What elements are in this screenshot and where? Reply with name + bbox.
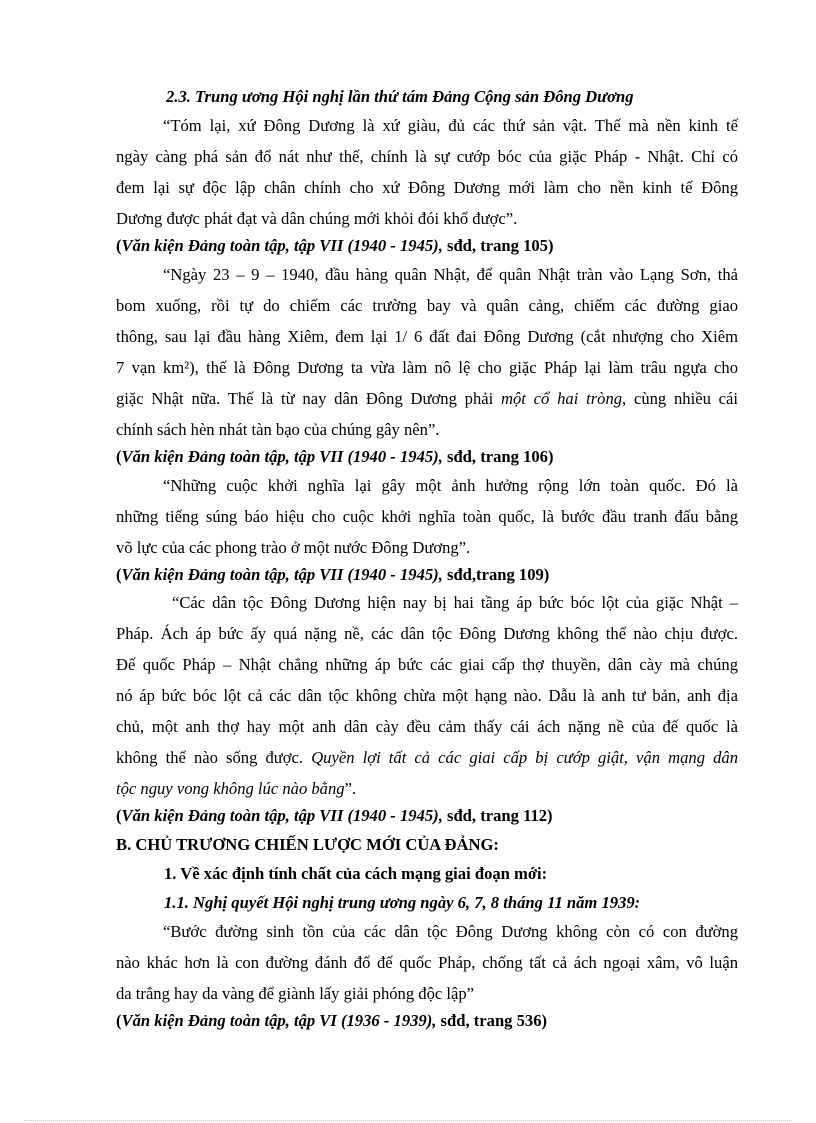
citation-page: sđd, trang 536) — [436, 1011, 548, 1030]
quote-2-line-4: 7 vạn km²), thế là Đông Dương ta vừa làm nô lệ cho giặc Pháp lại làm trâu ngựa cho — [116, 358, 738, 377]
citation-open-paren: ( — [116, 565, 122, 584]
citation-page: sđd, trang 112) — [442, 806, 553, 825]
citation-1 — [116, 236, 738, 256]
subsection-1-1-heading: 1.1. Nghị quyết Hội nghị trung ương ngày 6, 7, 8 tháng 11 năm 1939: — [164, 893, 641, 912]
quote-1-line-1: “Tóm lại, xứ Đông Dương là xứ giàu, đủ các thứ sản vật. Thế mà nền kinh tế — [163, 116, 738, 135]
quote-4-line-2: Pháp. Ách áp bức ấy quá nặng nề, các dân tộc Đông Dương không thể nào chịu được. — [116, 624, 738, 643]
heading-2-3: 2.3. Trung ương Hội nghị lần thứ tám Đảng Cộng sản Đông Dương — [166, 87, 634, 106]
quote-4-closing: ”. — [344, 779, 357, 798]
quote-4-italic-phrase: Quyền lợi tất cả các giai cấp bị cướp giật, vận mạng dân — [311, 748, 738, 767]
citation-open-paren: ( — [116, 806, 122, 825]
quote-1939-line-2: nào khác hơn là con đường đánh đổ đế quốc Pháp, chống tất cả ách ngoại xâm, vô luận — [116, 953, 738, 972]
citation-page: sđd, trang 105) — [442, 236, 554, 255]
quote-2-line-2: bom xuống, rồi tự do chiếm các trường bay và quân cảng, chiếm các đường giao — [116, 296, 738, 315]
subsection-1-heading: 1. Về xác định tính chất của cách mạng giai đoạn mới: — [164, 864, 548, 883]
citation-open-paren: ( — [116, 1011, 122, 1030]
quote-3-line-3: võ lực của các phong trào ở một nước Đông Dương”. — [116, 538, 471, 557]
citation-1939 — [116, 1011, 738, 1031]
citation-title: Văn kiện Đảng toàn tập, tập VII (1940 - 1945), — [121, 806, 443, 825]
citation-page: sđd,trang 109) — [442, 565, 550, 584]
citation-4 — [116, 806, 738, 826]
quote-4-line-5: chủ, một anh thợ hay một anh dân cày đều cảm thấy cái ách nặng nề của đế quốc là — [116, 717, 738, 736]
citation-2 — [116, 447, 738, 467]
quote-4-line-7 — [116, 779, 738, 799]
citation-page: sđd, trang 106) — [442, 447, 554, 466]
quote-3-line-2: những tiếng súng báo hiệu cho cuộc khởi nghĩa toàn quốc, là bước đầu tranh đấu bằng — [116, 507, 738, 526]
quote-1939-line-3: da trắng hay da vàng để giành lấy giải phóng độc lập” — [116, 984, 475, 1003]
quote-1939-line-1: “Bước đường sinh tồn của các dân tộc Đông Dương không còn có con đường — [163, 922, 738, 941]
section-b-heading: B. CHỦ TRƯƠNG CHIẾN LƯỢC MỚI CỦA ĐẢNG: — [116, 835, 499, 854]
quote-4-line-4: nó áp bức bóc lột cả các dân tộc không chừa một hạng nào. Dẫu là anh tư bản, anh địa — [116, 686, 738, 705]
quote-2-line-1: “Ngày 23 – 9 – 1940, đầu hàng quân Nhật, để quân Nhật tràn vào Lạng Sơn, thả — [163, 265, 738, 284]
citation-title: Văn kiện Đảng toàn tập, tập VII (1940 - 1945), — [121, 236, 443, 255]
quote-2-line-5-text: giặc Nhật nữa. Thế là từ nay dân Đông Dương phải — [116, 389, 501, 408]
quote-2-line-6: chính sách hèn nhát tàn bạo của chúng gây nên”. — [116, 420, 440, 439]
quote-4-line-3: Đế quốc Pháp – Nhật chẳng những áp bức các giai cấp thợ thuyền, dân cày mà chúng — [116, 655, 738, 674]
quote-2-line-5 — [116, 389, 738, 409]
quote-1-line-4: Dương được phát đạt và dân chúng mới khỏi đói khổ được”. — [116, 209, 518, 228]
citation-open-paren: ( — [116, 447, 122, 466]
quote-4-italic-end: tộc nguy vong không lúc nào bằng — [116, 779, 345, 798]
citation-open-paren: ( — [116, 236, 122, 255]
quote-2-line-5-tail: , cùng nhiều cái — [622, 389, 738, 408]
quote-2-italic-phrase: một cổ hai tròng — [501, 389, 623, 408]
page-bottom-dotted-rule — [24, 1120, 792, 1121]
citation-title: Văn kiện Đảng toàn tập, tập VII (1940 - 1945), — [121, 447, 443, 466]
quote-1-line-3: đem lại sự độc lập chân chính cho xứ Đông Dương mới làm cho nền kinh tế Đông — [116, 178, 738, 197]
citation-title: Văn kiện Đảng toàn tập, tập VI (1936 - 1939), — [121, 1011, 437, 1030]
quote-3-line-1: “Những cuộc khởi nghĩa lại gây một ảnh hưởng rộng lớn toàn quốc. Đó là — [163, 476, 738, 495]
citation-3 — [116, 565, 738, 585]
quote-4-line-1: “Các dân tộc Đông Dương hiện nay bị hai tầng áp bức bóc lột của giặc Nhật – — [172, 593, 738, 612]
citation-title: Văn kiện Đảng toàn tập, tập VII (1940 - 1945), — [121, 565, 443, 584]
quote-2-line-3: thông, sau lại đầu hàng Xiêm, đem lại 1/ 6 đất đai Đông Dương (cắt nhượng cho Xiêm — [116, 327, 738, 346]
quote-4-line-6 — [116, 748, 738, 768]
quote-4-line-6-text: không thể nào sống được. — [116, 748, 312, 767]
quote-1-line-2: ngày càng phá sản đổ nát như thế, chính là sự cướp bóc của giặc Pháp - Nhật. Chỉ có — [116, 147, 738, 166]
